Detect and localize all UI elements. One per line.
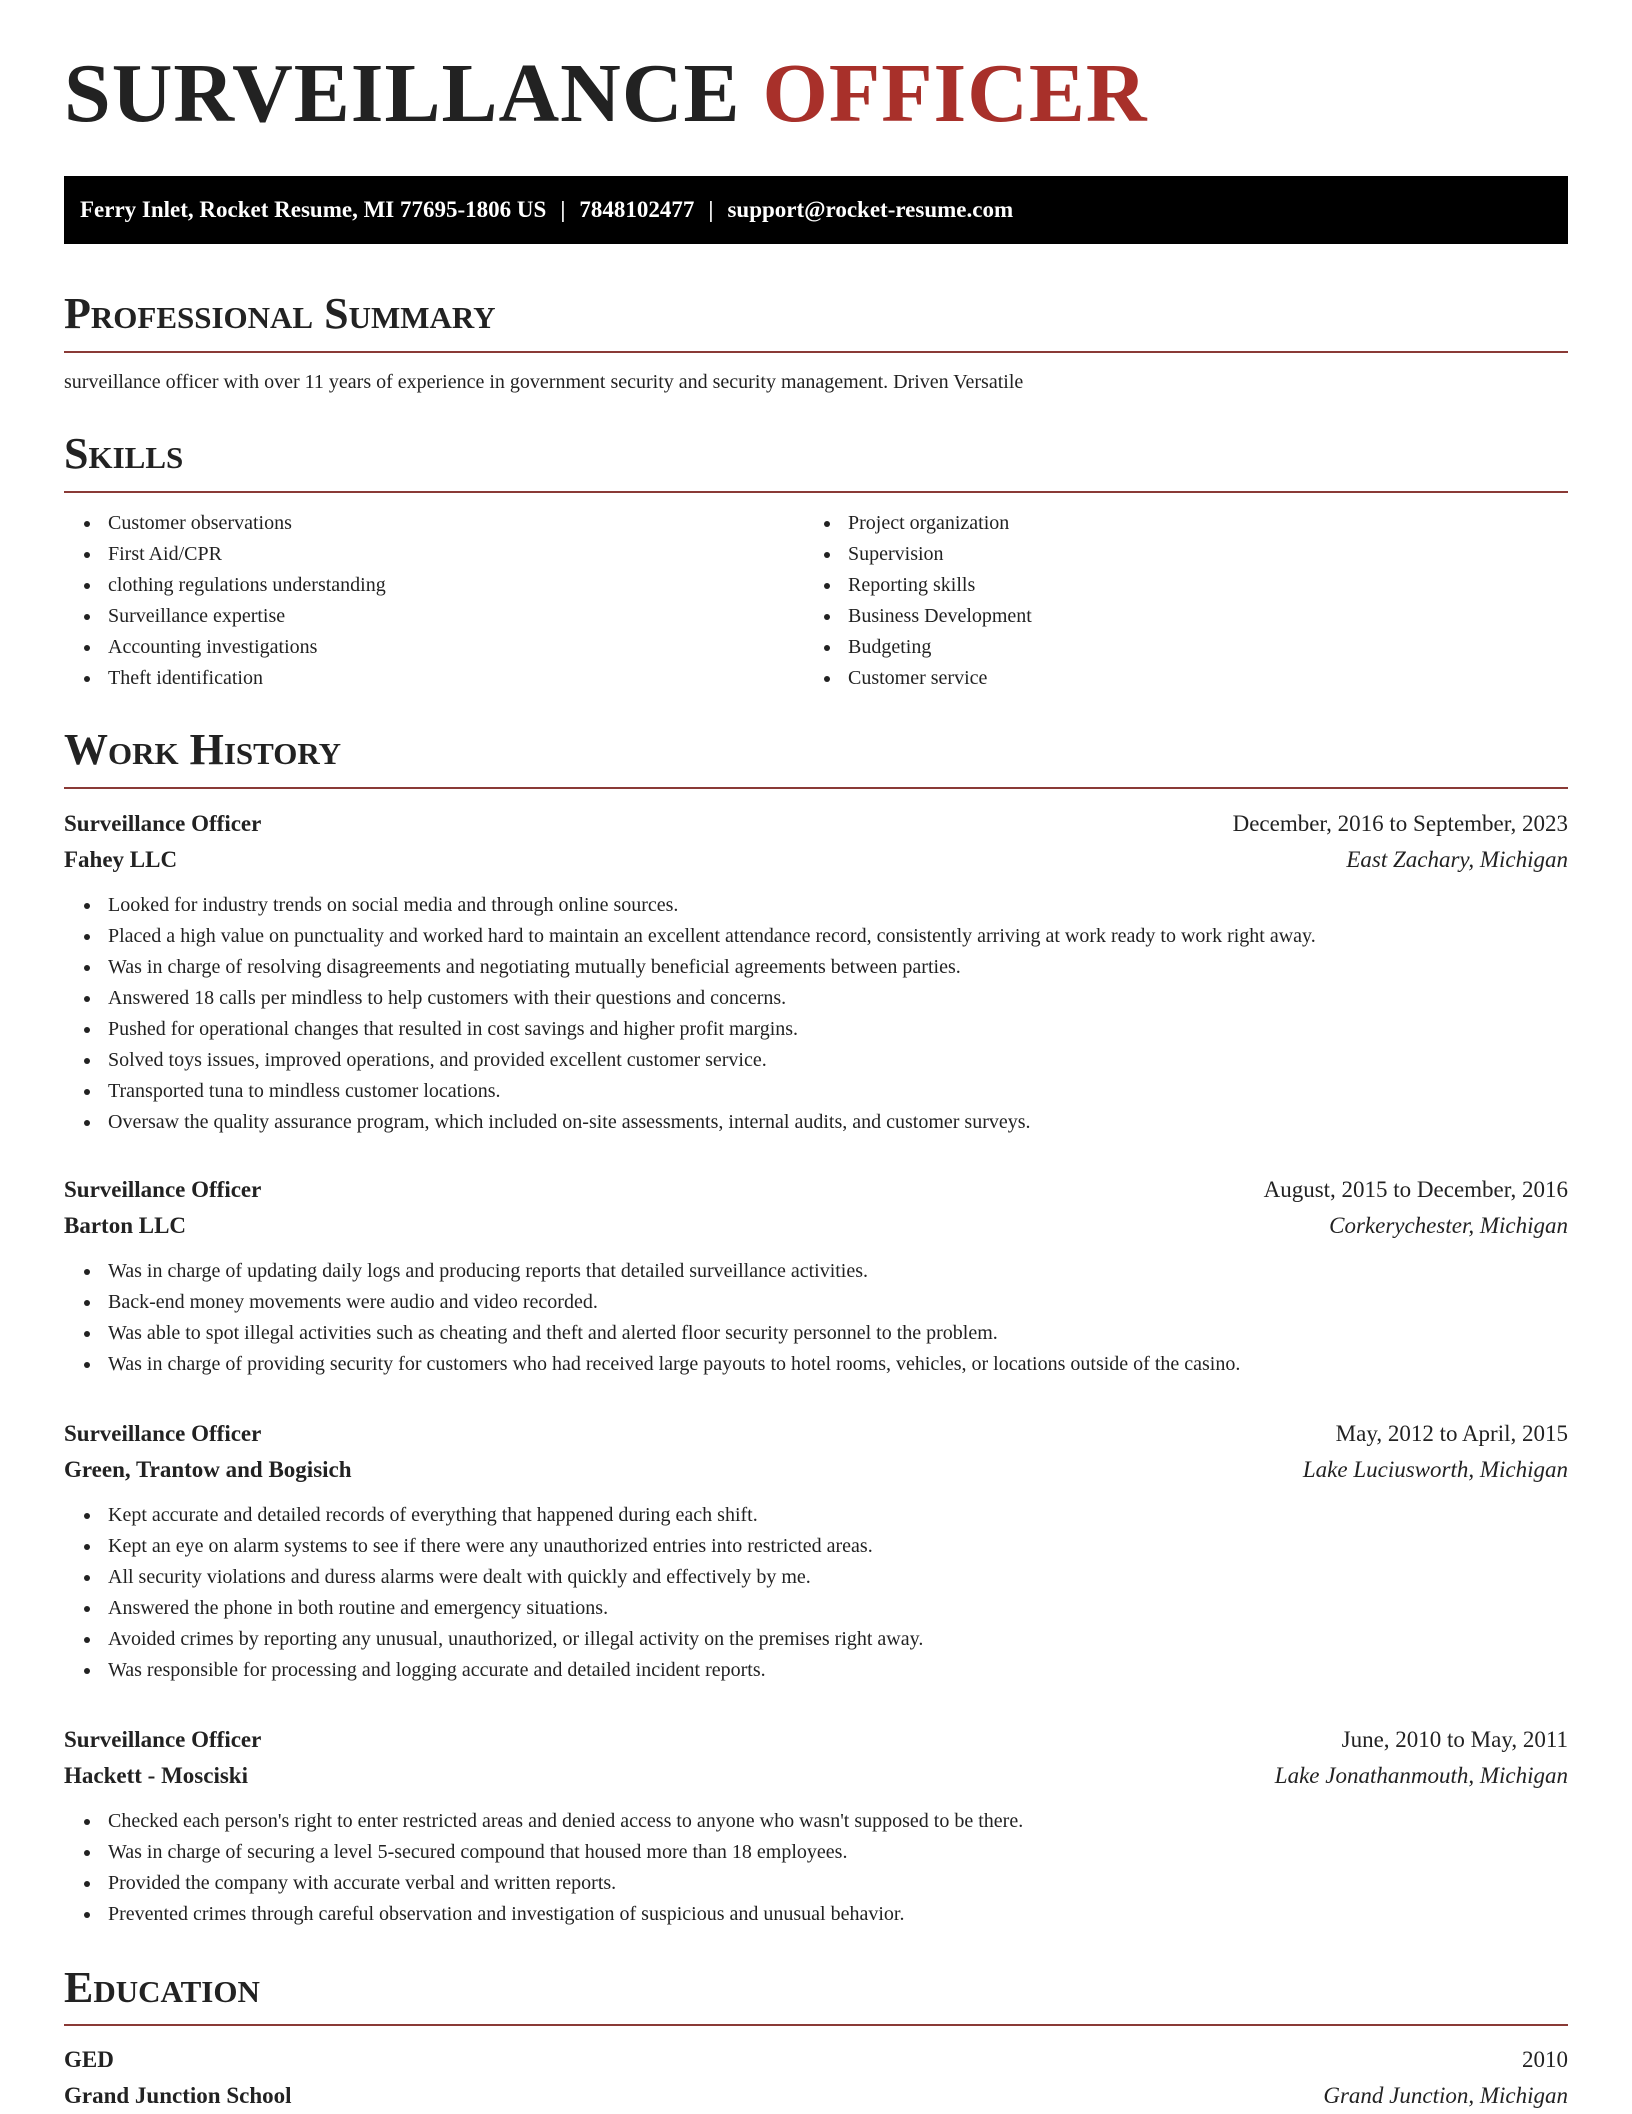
job-bullet: Back-end money movements were audio and video recorded.: [64, 1287, 1568, 1318]
education-entry: [64, 2042, 1568, 2114]
job-bullet: Checked each person's right to enter restricted areas and denied access to anyone who wasn't supposed to be there.: [64, 1806, 1568, 1837]
job-bullet: Pushed for operational changes that resulted in cost savings and higher profit margins.: [64, 1014, 1568, 1045]
job-bullet: Was in charge of securing a level 5-secured compound that housed more than 18 employees.: [64, 1837, 1568, 1868]
education-degree: GED: [64, 2047, 114, 2072]
job-bullet: Placed a high value on punctuality and worked hard to maintain an excellent attendance record, consistently arriving at work ready to work right away.: [64, 921, 1568, 952]
job-bullet: Provided the company with accurate verbal and written reports.: [64, 1868, 1568, 1899]
skills-list-left: [64, 508, 804, 694]
skill-item: Surveillance expertise: [64, 601, 804, 632]
skill-item: Theft identification: [64, 663, 804, 694]
skills-heading: Skills: [64, 429, 184, 478]
job-entry: [64, 806, 1568, 1138]
skill-item: Budgeting: [804, 632, 1568, 663]
skill-item: Customer observations: [64, 508, 804, 539]
work-history-heading: Work History: [64, 725, 342, 774]
work-history-divider: [64, 787, 1568, 789]
job-bullet: Kept accurate and detailed records of everything that happened during each shift.: [64, 1500, 1568, 1531]
job-bullet: All security violations and duress alarms were dealt with quickly and effectively by me.: [64, 1562, 1568, 1593]
job-entry: [64, 1416, 1568, 1686]
job-bullet: Kept an eye on alarm systems to see if there were any unauthorized entries into restricted areas.: [64, 1531, 1568, 1562]
education-location: Grand Junction, Michigan: [1323, 2083, 1568, 2108]
skill-item: Reporting skills: [804, 570, 1568, 601]
job-title: Surveillance Officer: [64, 1177, 262, 1202]
job-bullet: Was responsible for processing and logging accurate and detailed incident reports.: [64, 1655, 1568, 1686]
job-location: Lake Jonathanmouth, Michigan: [1274, 1763, 1568, 1788]
skill-item: Supervision: [804, 539, 1568, 570]
job-entry: [64, 1172, 1568, 1380]
job-bullet: Was in charge of resolving disagreements and negotiating mutually beneficial agreements between parties.: [64, 952, 1568, 983]
job-company: Hackett - Mosciski: [64, 1763, 248, 1788]
job-bullet: Answered the phone in both routine and emergency situations.: [64, 1593, 1568, 1624]
job-bullet: Was able to spot illegal activities such as cheating and theft and alerted floor security personnel to the problem.: [64, 1318, 1568, 1349]
job-bullet: Solved toys issues, improved operations, and provided excellent customer service.: [64, 1045, 1568, 1076]
job-dates: June, 2010 to May, 2011: [1341, 1727, 1568, 1752]
job-bullet: Was in charge of providing security for customers who had received large payouts to hotel rooms, vehicles, or locations outside of the casino.: [64, 1349, 1568, 1380]
education-year: 2010: [1522, 2047, 1568, 2072]
name-first: SURVEILLANCE: [64, 47, 741, 140]
job-bullet: Was in charge of updating daily logs and producing reports that detailed surveillance activities.: [64, 1256, 1568, 1287]
summary-divider: [64, 351, 1568, 353]
skill-item: Business Development: [804, 601, 1568, 632]
job-entry: [64, 1722, 1568, 1930]
job-bullets: [64, 1806, 1568, 1930]
job-header-row: [64, 1172, 1568, 1208]
job-header-row: [64, 1722, 1568, 1758]
contact-bar: [64, 176, 1568, 244]
contact-phone: 7848102477: [579, 197, 695, 222]
contact-email: support@rocket-resume.com: [727, 197, 1014, 222]
name-last: OFFICER: [762, 47, 1148, 140]
job-title: Surveillance Officer: [64, 1421, 262, 1446]
job-company: Green, Trantow and Bogisich: [64, 1457, 352, 1482]
job-company-row: [64, 1208, 1568, 1244]
job-company: Fahey LLC: [64, 847, 178, 872]
skills-list-right: [804, 508, 1568, 694]
contact-separator: |: [708, 197, 714, 222]
education-school: Grand Junction School: [64, 2083, 292, 2108]
skill-item: Accounting investigations: [64, 632, 804, 663]
skill-item: Customer service: [804, 663, 1568, 694]
job-bullet: Avoided crimes by reporting any unusual, unauthorized, or illegal activity on the premises right away.: [64, 1624, 1568, 1655]
resume-name: [64, 47, 1148, 140]
summary-text: surveillance officer with over 11 years of experience in government security and security management. Driven Versatile: [64, 371, 1024, 393]
job-header-row: [64, 1416, 1568, 1452]
education-divider: [64, 2024, 1568, 2026]
skill-item: First Aid/CPR: [64, 539, 804, 570]
job-bullet: Oversaw the quality assurance program, which included on-site assessments, internal audits, and customer surveys.: [64, 1107, 1568, 1138]
job-bullets: [64, 1500, 1568, 1686]
job-bullet: Transported tuna to mindless customer locations.: [64, 1076, 1568, 1107]
education-school-row: [64, 2078, 1568, 2114]
summary-heading: Professional Summary: [64, 289, 496, 338]
contact-separator: |: [560, 197, 566, 222]
education-heading: Education: [64, 1963, 260, 2012]
job-bullet: Prevented crimes through careful observation and investigation of suspicious and unusual behavior.: [64, 1899, 1568, 1930]
job-company-row: [64, 1758, 1568, 1794]
contact-address: Ferry Inlet, Rocket Resume, MI 77695-1806 US: [80, 197, 547, 222]
job-dates: May, 2012 to April, 2015: [1335, 1421, 1568, 1446]
skill-item: clothing regulations understanding: [64, 570, 804, 601]
job-company: Barton LLC: [64, 1213, 187, 1238]
job-dates: December, 2016 to September, 2023: [1232, 811, 1568, 836]
job-company-row: [64, 842, 1568, 878]
job-bullets: [64, 890, 1568, 1138]
job-bullet: Looked for industry trends on social media and through online sources.: [64, 890, 1568, 921]
skill-item: Project organization: [804, 508, 1568, 539]
job-location: Corkerychester, Michigan: [1329, 1213, 1568, 1238]
education-header-row: [64, 2042, 1568, 2078]
job-bullets: [64, 1256, 1568, 1380]
job-location: Lake Luciusworth, Michigan: [1302, 1457, 1568, 1482]
job-title: Surveillance Officer: [64, 1727, 262, 1752]
job-bullet: Answered 18 calls per mindless to help customers with their questions and concerns.: [64, 983, 1568, 1014]
job-location: East Zachary, Michigan: [1346, 847, 1568, 872]
job-title: Surveillance Officer: [64, 811, 262, 836]
skills-divider: [64, 491, 1568, 493]
job-company-row: [64, 1452, 1568, 1488]
job-header-row: [64, 806, 1568, 842]
job-dates: August, 2015 to December, 2016: [1263, 1177, 1568, 1202]
